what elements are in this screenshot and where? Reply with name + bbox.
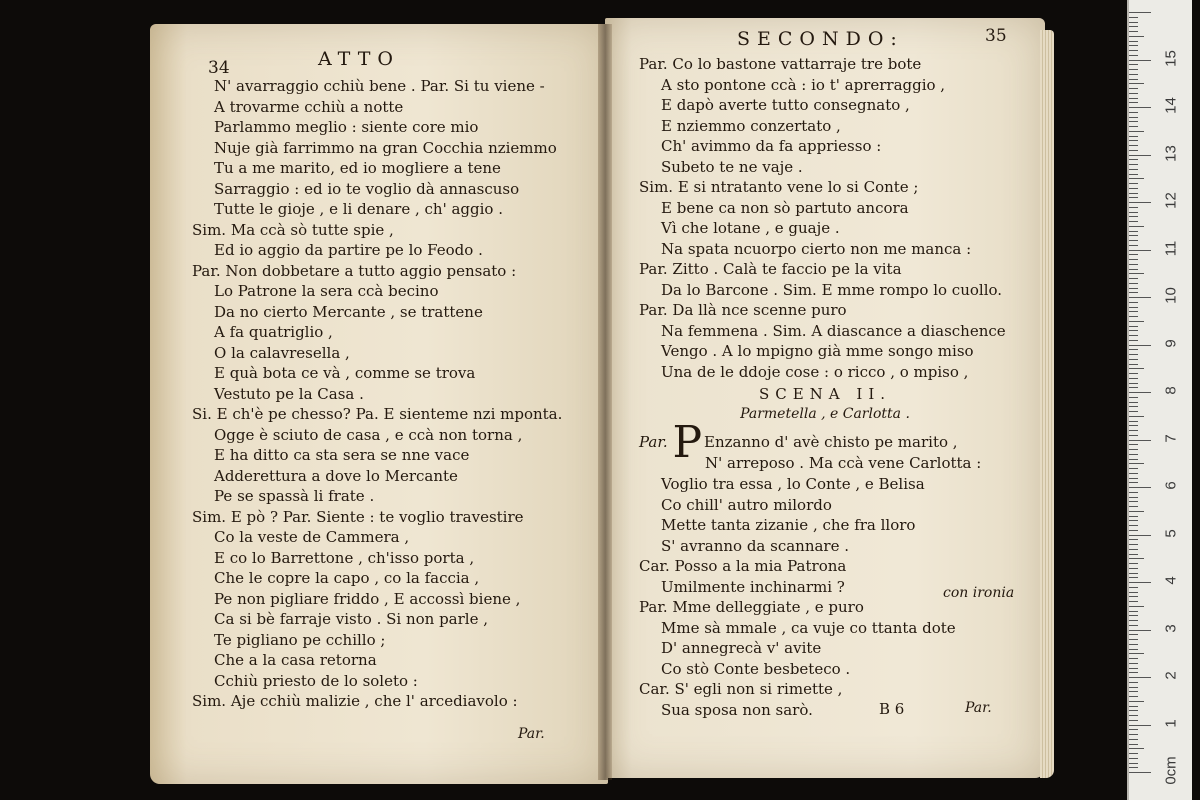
text-line: Ca si bè farraje visto . Si non parle , — [214, 610, 488, 628]
ruler-tick — [1129, 639, 1138, 640]
ruler-tick — [1129, 649, 1138, 650]
ruler-tick — [1129, 492, 1138, 493]
ruler-tick — [1129, 102, 1138, 103]
text-line: Te pigliano pe cchillo ; — [214, 630, 386, 649]
text-line: Par. Zitto . Calà te faccio pe la vita — [639, 260, 902, 278]
stage-direction: con ironia — [943, 585, 1015, 601]
ruler-tick — [1129, 696, 1138, 697]
text-line: Co chill' autro milordo — [661, 495, 832, 514]
ruler-tick — [1129, 288, 1138, 289]
ruler-tick — [1129, 463, 1144, 464]
ruler-tick — [1129, 421, 1138, 422]
ruler-tick — [1129, 554, 1138, 555]
ruler-tick — [1129, 501, 1138, 502]
ruler-tick — [1129, 440, 1151, 441]
text-line: Parlammo meglio : siente core mio — [214, 118, 479, 136]
text-line: Sua sposa non sarò. — [661, 700, 813, 719]
text-line: Che a la casa retorna — [214, 651, 377, 669]
text-line: Na spata ncuorpo cierto non me manca : — [661, 239, 972, 258]
text-line: Da lo Barcone . Sim. E mme rompo lo cuollo. — [661, 280, 1003, 299]
ruler-tick — [1129, 497, 1138, 498]
signature-mark: B 6 — [879, 700, 905, 718]
ruler-tick — [1129, 592, 1138, 593]
ruler-tick — [1129, 45, 1138, 46]
ruler-number: 5 — [1162, 528, 1180, 538]
ruler-tick — [1129, 364, 1138, 365]
measuring-ruler — [1127, 0, 1192, 800]
text-line: Sim. E pò ? Par. Siente : te voglio travestire — [192, 507, 524, 526]
text-line: A fa quatriglio , — [214, 323, 333, 341]
ruler-tick — [1129, 767, 1138, 768]
ruler-tick — [1129, 316, 1138, 317]
ruler-number: 11 — [1162, 240, 1180, 256]
ruler-tick — [1129, 549, 1138, 550]
ruler-tick — [1129, 69, 1138, 70]
text-line: Che le copre la capo , co la faccia , — [214, 569, 480, 587]
text-line: Sim. Ma ccà sò tutte spie , — [192, 220, 394, 239]
text-line: Lo Patrone la sera ccà becino — [214, 282, 439, 300]
ruler-tick — [1129, 444, 1138, 445]
text-line: Adderettura a dove lo Mercante — [214, 466, 458, 485]
ruler-tick — [1129, 487, 1151, 488]
ruler-tick — [1129, 454, 1138, 455]
ruler-tick — [1129, 121, 1138, 122]
text-line: Par. Non dobbetare a tutto aggio pensato : — [192, 261, 517, 280]
ruler-tick — [1129, 772, 1151, 773]
ruler-tick — [1129, 406, 1138, 407]
ruler-tick — [1129, 269, 1138, 270]
dropcap-line-2: N' arreposo . Ma ccà vene Carlotta : — [705, 453, 982, 472]
ruler-tick — [1129, 83, 1144, 84]
ruler-tick — [1129, 98, 1138, 99]
dropcap-letter: P — [672, 417, 703, 468]
ruler-tick — [1129, 330, 1138, 331]
ruler-tick — [1129, 729, 1138, 730]
ruler-tick — [1129, 131, 1144, 132]
ruler-tick — [1129, 411, 1138, 412]
ruler-tick — [1129, 235, 1138, 236]
ruler-tick — [1129, 625, 1138, 626]
text-line: N' avarraggio cchiù bene . Par. Si tu viene - — [214, 77, 545, 95]
ruler-tick — [1129, 140, 1138, 141]
ruler-tick — [1129, 41, 1138, 42]
text-line: Da no cierto Mercante , se trattene — [214, 302, 483, 321]
ruler-tick — [1129, 677, 1151, 678]
right-page-text-top — [639, 54, 1006, 382]
text-line: Subeto te ne vaje . — [661, 157, 803, 176]
ruler-tick — [1129, 164, 1138, 165]
left-page — [150, 24, 608, 784]
text-line: Voglio tra essa , lo Conte , e Belisa — [661, 475, 925, 493]
text-line: Vì che lotane , e guaje . — [661, 219, 840, 237]
ruler-tick — [1129, 615, 1138, 616]
ruler-tick — [1129, 264, 1138, 265]
ruler-number: 2 — [1162, 671, 1180, 680]
text-line: Ed io aggio da partire pe lo Feodo . — [214, 241, 483, 259]
ruler-tick — [1129, 577, 1138, 578]
right-catchword: Par. — [965, 700, 992, 716]
ruler-tick — [1129, 326, 1138, 327]
ruler-number: 15 — [1162, 49, 1180, 67]
left-page-header: ATTO — [318, 48, 400, 70]
text-line: E bene ca non sò partuto ancora — [661, 198, 909, 217]
ruler-tick — [1129, 430, 1138, 431]
ruler-tick — [1129, 748, 1144, 749]
ruler-tick — [1129, 539, 1138, 540]
right-page-edges — [1040, 30, 1054, 778]
ruler-tick — [1129, 50, 1138, 51]
ruler-tick — [1129, 226, 1144, 227]
text-line: Vestuto pe la Casa . — [214, 384, 364, 403]
ruler-tick — [1129, 378, 1138, 379]
ruler-tick — [1129, 473, 1138, 474]
ruler-tick — [1129, 193, 1138, 194]
ruler-number: 9 — [1162, 338, 1180, 348]
ruler-tick — [1129, 79, 1138, 80]
ruler-tick — [1129, 387, 1138, 388]
ruler-number: 1 — [1162, 718, 1180, 728]
ruler-number: 14 — [1162, 97, 1180, 114]
ruler-tick — [1129, 136, 1138, 137]
ruler-tick — [1129, 373, 1138, 374]
ruler-tick — [1129, 311, 1138, 312]
ruler-tick — [1129, 691, 1138, 692]
text-line: E co lo Barrettone , ch'isso porta , — [214, 548, 475, 567]
ruler-tick — [1129, 359, 1138, 360]
ruler-tick — [1129, 169, 1138, 170]
text-line: Tu a me marito, ed io mogliere a tene — [214, 159, 501, 177]
text-line: Mme sà mmale , ca vuje co ttanta dote — [661, 618, 956, 637]
text-line: Sarraggio : ed io te voglio dà annascuso — [214, 179, 520, 198]
ruler-tick — [1129, 706, 1138, 707]
ruler-tick — [1129, 573, 1138, 574]
ruler-tick — [1129, 273, 1144, 274]
ruler-number: 8 — [1162, 386, 1180, 395]
ruler-tick — [1129, 354, 1138, 355]
ruler-tick — [1129, 245, 1138, 246]
ruler-tick — [1129, 150, 1138, 151]
text-line: Car. Posso a la mia Patrona — [639, 557, 847, 575]
ruler-tick — [1129, 459, 1138, 460]
ruler-tick — [1129, 715, 1138, 716]
ruler-tick — [1129, 197, 1138, 198]
left-page-number: 34 — [208, 58, 230, 78]
text-line: D' annegrecà v' avite — [661, 639, 822, 657]
ruler-tick — [1129, 202, 1151, 203]
ruler-tick — [1129, 60, 1151, 61]
text-line: Pe se spassà li frate . — [214, 487, 375, 505]
text-line: O la calavresella , — [214, 343, 350, 362]
text-line: Sim. Aje cchiù malizie , che l' arcediavolo : — [192, 692, 518, 710]
text-line: Cchiù priesto de lo soleto : — [214, 671, 418, 690]
ruler-tick — [1129, 188, 1138, 189]
left-catchword: Par. — [518, 726, 545, 742]
ruler-tick — [1129, 425, 1138, 426]
ruler-tick — [1129, 753, 1138, 754]
ruler-number: 10 — [1162, 287, 1180, 304]
ruler-tick — [1129, 563, 1138, 564]
ruler-tick — [1129, 468, 1138, 469]
text-line: Vengo . A lo mpigno già mme songo miso — [661, 342, 974, 360]
ruler-tick — [1129, 383, 1138, 384]
ruler-tick — [1129, 392, 1151, 393]
right-page-number: 35 — [985, 26, 1007, 46]
text-line: Co la veste de Cammera , — [214, 528, 410, 546]
text-line: E quà bota ce và , comme se trova — [214, 364, 476, 382]
ruler-tick — [1129, 368, 1144, 369]
ruler-tick — [1129, 112, 1138, 113]
ruler-tick — [1129, 155, 1151, 156]
ruler-tick — [1129, 634, 1138, 635]
text-line: Par. Mme delleggiate , e puro — [639, 598, 864, 616]
ruler-tick — [1129, 178, 1144, 179]
ruler-tick — [1129, 183, 1138, 184]
ruler-tick — [1129, 88, 1138, 89]
ruler-tick — [1129, 283, 1138, 284]
ruler-tick — [1129, 174, 1138, 175]
ruler-tick — [1129, 64, 1138, 65]
ruler-tick — [1129, 292, 1138, 293]
ruler-tick — [1129, 663, 1138, 664]
ruler-tick — [1129, 22, 1138, 23]
ruler-tick — [1129, 506, 1138, 507]
ruler-tick — [1129, 582, 1151, 583]
ruler-number: 4 — [1162, 576, 1180, 585]
ruler-tick — [1129, 568, 1138, 569]
ruler-tick — [1129, 145, 1138, 146]
text-line: Ch' avimmo da fa appriesso : — [661, 137, 882, 155]
text-line: Ogge è sciuto de casa , e ccà non torna , — [214, 425, 523, 444]
ruler-tick — [1129, 734, 1138, 735]
ruler-tick — [1129, 159, 1138, 160]
ruler-tick — [1129, 601, 1138, 602]
ruler-tick — [1129, 17, 1138, 18]
ruler-tick — [1129, 611, 1138, 612]
text-line: A trovarme cchiù a notte — [214, 97, 404, 116]
ruler-tick — [1129, 668, 1138, 669]
ruler-number: 3 — [1162, 623, 1180, 633]
ruler-tick — [1129, 31, 1138, 32]
ruler-tick — [1129, 278, 1138, 279]
ruler-tick — [1129, 126, 1138, 127]
ruler-tick — [1129, 212, 1138, 213]
right-page-text-bottom — [639, 474, 956, 720]
ruler-tick — [1129, 482, 1138, 483]
ruler-tick — [1129, 107, 1151, 108]
ruler-tick — [1129, 558, 1144, 559]
text-line: Tutte le gioje , e li denare , ch' aggio . — [214, 200, 503, 218]
ruler-tick — [1129, 302, 1138, 303]
ruler-tick — [1129, 55, 1138, 56]
ruler-tick — [1129, 93, 1138, 94]
ruler-tick — [1129, 658, 1138, 659]
text-line: Si. E ch'è pe chesso? Pa. E sienteme nzi mponta. — [192, 405, 563, 423]
ruler-tick — [1129, 587, 1138, 588]
ruler-tick — [1129, 259, 1138, 260]
ruler-tick — [1129, 26, 1138, 27]
ruler-tick — [1129, 530, 1138, 531]
text-line: Pe non pigliare friddo , E accossì biene , — [214, 589, 521, 608]
ruler-tick — [1129, 216, 1138, 217]
ruler-tick — [1129, 596, 1138, 597]
dropcap-speaker: Par. — [639, 433, 668, 451]
scena-heading: SCENA II. — [758, 385, 892, 403]
ruler-tick — [1129, 397, 1138, 398]
ruler-tick — [1129, 644, 1138, 645]
right-page — [605, 18, 1045, 778]
ruler-tick — [1129, 682, 1138, 683]
ruler-tick — [1129, 340, 1138, 341]
ruler-number: 13 — [1162, 144, 1180, 162]
text-line: E dapò averte tutto consegnato , — [661, 96, 910, 114]
ruler-tick — [1129, 117, 1138, 118]
ruler-tick — [1129, 758, 1138, 759]
ruler-number: 0cm — [1162, 756, 1180, 785]
text-line: Par. Da llà nce scenne puro — [639, 301, 847, 319]
ruler-tick — [1129, 297, 1151, 298]
ruler-tick — [1129, 345, 1151, 346]
text-line: Co stò Conte besbeteco . — [661, 659, 851, 678]
text-line: Mette tanta zizanie , che fra lloro — [661, 516, 916, 534]
ruler-tick — [1129, 516, 1138, 517]
ruler-tick — [1129, 653, 1144, 654]
ruler-tick — [1129, 449, 1138, 450]
text-line: Una de le ddoje cose : o ricco , o mpiso , — [661, 362, 969, 381]
ruler-tick — [1129, 250, 1151, 251]
ruler-tick — [1129, 231, 1138, 232]
ruler-tick — [1129, 720, 1138, 721]
left-page-text — [192, 76, 562, 712]
text-line: Nuje già farrimmo na gran Cocchia nziemmo — [214, 138, 557, 157]
ruler-tick — [1129, 402, 1138, 403]
ruler-tick — [1129, 672, 1138, 673]
ruler-tick — [1129, 240, 1138, 241]
text-line: Car. S' egli non si rimette , — [639, 680, 843, 698]
ruler-tick — [1129, 254, 1138, 255]
ruler-tick — [1129, 763, 1138, 764]
ruler-tick — [1129, 335, 1138, 336]
ruler-tick — [1129, 511, 1144, 512]
text-line: Na femmena . Sim. A diascance a diaschence — [661, 321, 1006, 340]
ruler-tick — [1129, 710, 1138, 711]
ruler-tick — [1129, 435, 1138, 436]
ruler-tick — [1129, 687, 1138, 688]
text-line: E nziemmo conzertato , — [661, 116, 841, 135]
ruler-tick — [1129, 544, 1138, 545]
ruler-tick — [1129, 321, 1144, 322]
open-book — [150, 18, 1060, 784]
ruler-tick — [1129, 725, 1151, 726]
ruler-number: 12 — [1162, 192, 1180, 209]
book-gutter — [598, 24, 612, 780]
text-line: A sto pontone ccà : io t' aprerraggio , — [661, 75, 946, 94]
ruler-number: 7 — [1162, 433, 1180, 443]
ruler-tick — [1129, 525, 1138, 526]
ruler-tick — [1129, 478, 1138, 479]
text-line: Umilmente inchinarmi ? — [661, 577, 845, 596]
ruler-tick — [1129, 744, 1138, 745]
ruler-tick — [1129, 739, 1138, 740]
text-line: Par. Co lo bastone vattarraje tre bote — [639, 55, 922, 73]
text-line: E ha ditto ca sta sera se nne vace — [214, 446, 470, 464]
dropcap-line-1: Enzanno d' avè chisto pe marito , — [704, 433, 958, 451]
scene-characters: Parmetella , e Carlotta . — [740, 406, 910, 422]
ruler-tick — [1129, 520, 1138, 521]
text-line: S' avranno da scannare . — [661, 536, 850, 555]
text-line: Sim. E si ntratanto vene lo si Conte ; — [639, 178, 919, 196]
ruler-tick — [1129, 307, 1138, 308]
ruler-tick — [1129, 620, 1138, 621]
ruler-tick — [1129, 74, 1138, 75]
ruler-tick — [1129, 12, 1151, 13]
ruler-tick — [1129, 535, 1151, 536]
ruler-tick — [1129, 630, 1151, 631]
ruler-tick — [1129, 349, 1138, 350]
ruler-tick — [1129, 207, 1138, 208]
dropcap-block — [639, 417, 1039, 473]
right-page-header: SECONDO: — [737, 28, 904, 50]
ruler-tick — [1129, 221, 1138, 222]
ruler-tick — [1129, 416, 1144, 417]
ruler-tick — [1129, 36, 1144, 37]
ruler-tick — [1129, 701, 1144, 702]
ruler-number: 6 — [1162, 481, 1180, 490]
ruler-tick — [1129, 606, 1144, 607]
